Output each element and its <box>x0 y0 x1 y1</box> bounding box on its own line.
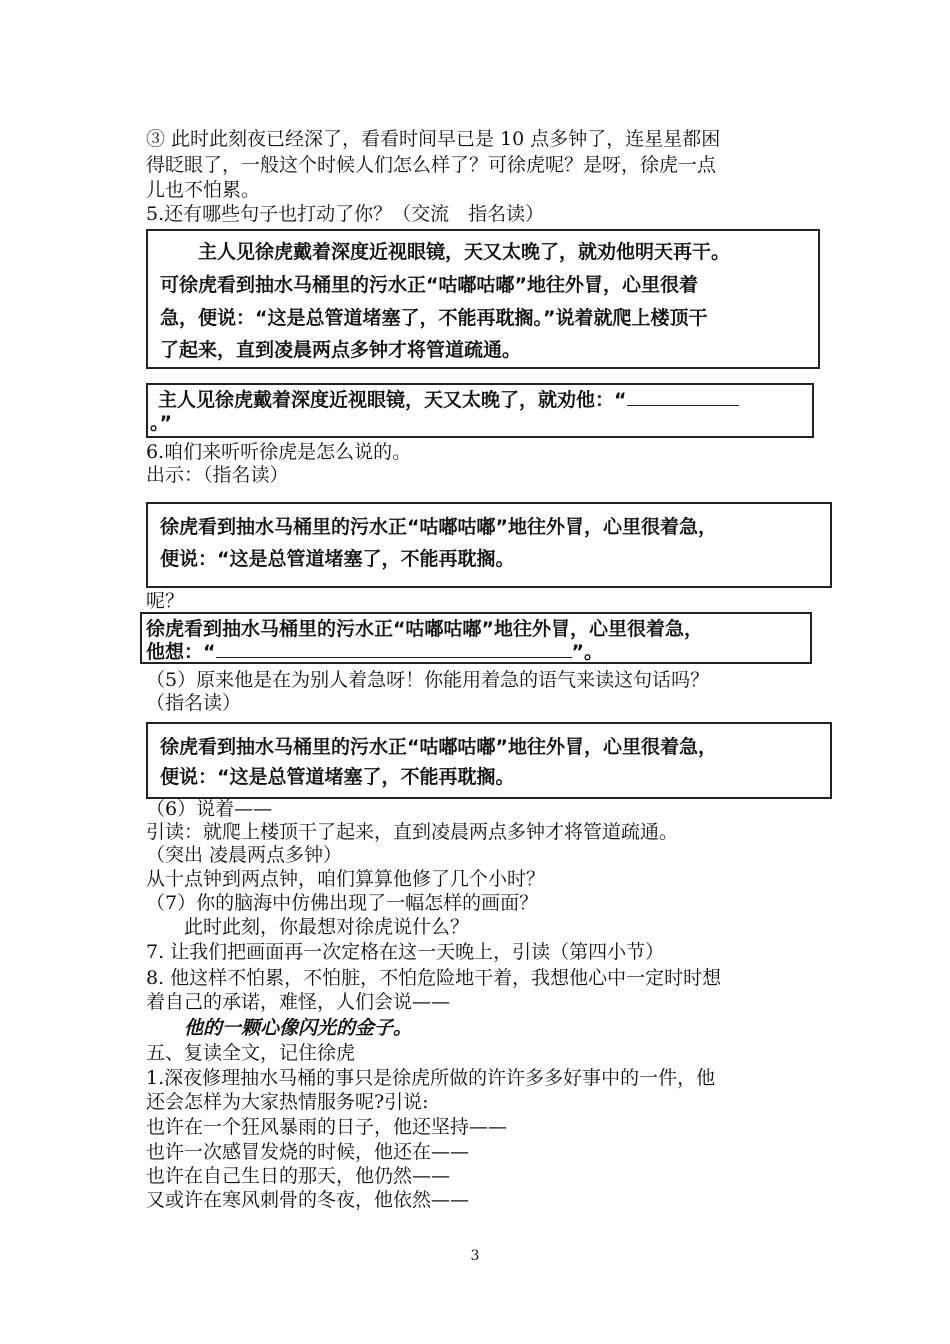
text-line: 7. 让我们把画面再一次定格在这一天晚上，引读（第四小节） <box>146 941 665 963</box>
quote-box-3 <box>146 722 832 799</box>
answer-blank[interactable] <box>216 639 572 658</box>
quote-text: 主人见徐虎戴着深度近视眼镜，天又太晚了，就劝他：“ <box>158 389 627 411</box>
page-number: 3 <box>470 1248 480 1264</box>
text-line: 还会怎样为大家热情服务呢?引说: <box>146 1091 429 1113</box>
answer-blank[interactable] <box>627 387 739 406</box>
text-line: 8. 他这样不怕累，不怕脏，不怕危险地干着，我想他心中一定时时想 <box>146 967 722 989</box>
quote-line: 徐虎看到抽水马桶里的污水正“咕嘟咕嘟”地往外冒，心里很着急， <box>146 618 703 640</box>
quote-line: 便说：“这是总管道堵塞了，不能再耽搁。 <box>160 548 515 570</box>
text-line: ③ 此时此刻夜已经深了，看看时间早已是 10 点多钟了，连星星都困 <box>146 128 721 150</box>
text-line: （突出 凌晨两点多钟） <box>146 844 343 866</box>
fill-blank-box-1 <box>146 383 814 438</box>
quote-line: 可徐虎看到抽水马桶里的污水正“咕嘟咕嘟”地往外冒，心里很着 <box>160 274 698 296</box>
emphasis-line: 他的一颗心像闪光的金子。 <box>146 1017 413 1039</box>
quote-line: 。” <box>150 412 172 434</box>
quote-line: 徐虎看到抽水马桶里的污水正“咕嘟咕嘟”地往外冒，心里很着急， <box>160 736 717 758</box>
fill-blank-box-2 <box>140 612 812 664</box>
text-line: 1.深夜修理抽水马桶的事只是徐虎所做的许许多多好事中的一件，他 <box>146 1067 716 1089</box>
quote-box-1 <box>146 229 820 369</box>
text-line: 得眨眼了，一般这个时候人们怎么样了？可徐虎呢？是呀，徐虎一点 <box>146 154 717 176</box>
text-line: 呢？ <box>146 590 185 612</box>
quote-line: 急，便说：“这是总管道堵塞了，不能再耽搁。”说着就爬上楼顶干 <box>160 307 708 329</box>
quote-line: 便说：“这是总管道堵塞了，不能再耽搁。 <box>160 766 515 788</box>
text-line: 此时此刻，你最想对徐虎说什么？ <box>146 916 470 938</box>
text-line: 5.还有哪些句子也打动了你？（交流 指名读） <box>146 203 545 225</box>
text-line: 也许在自己生日的那天，他仍然—— <box>146 1165 451 1187</box>
quote-text: 他想：“ <box>146 641 216 663</box>
text-line: 从十点钟到两点钟，咱们算算他修了几个小时？ <box>146 868 546 890</box>
text-line: 儿也不怕累。 <box>146 179 261 201</box>
quote-box-2 <box>146 502 832 588</box>
quote-line: 徐虎看到抽水马桶里的污水正“咕嘟咕嘟”地往外冒，心里很着急， <box>160 516 717 538</box>
text-line: 又或许在寒风刺骨的冬夜，他依然—— <box>146 1189 470 1211</box>
text-line: 也许一次感冒发烧的时候，他还在—— <box>146 1141 470 1163</box>
quote-line: 主人见徐虎戴着深度近视眼镜，天又太晚了，就劝他明天再干。 <box>160 241 731 263</box>
text-line: 着自己的承诺，难怪，人们会说—— <box>146 991 451 1013</box>
text-line: 引读：就爬上楼顶干了起来，直到凌晨两点多钟才将管道疏通。 <box>146 821 679 843</box>
text-line: 也许在一个狂风暴雨的日子，他还坚持—— <box>146 1116 508 1138</box>
text-line: （指名读） <box>146 692 242 714</box>
quote-text: ”。 <box>571 641 603 663</box>
quote-line <box>146 639 603 665</box>
text-line: 出示：（指名读） <box>146 464 289 486</box>
text-line: （5）原来他是在为别人着急呀！你能用着急的语气来读这句话吗？ <box>146 669 710 691</box>
quote-line: 了起来，直到凌晨两点多钟才将管道疏通。 <box>160 339 522 361</box>
text-line: （6）说着—— <box>146 798 273 820</box>
section-heading: 五、复读全文，记住徐虎 <box>146 1042 356 1064</box>
text-line: （7）你的脑海中仿佛出现了一幅怎样的画面？ <box>146 892 539 914</box>
text-line: 6.咱们来听听徐虎是怎么说的。 <box>146 441 412 463</box>
quote-line <box>158 387 739 413</box>
